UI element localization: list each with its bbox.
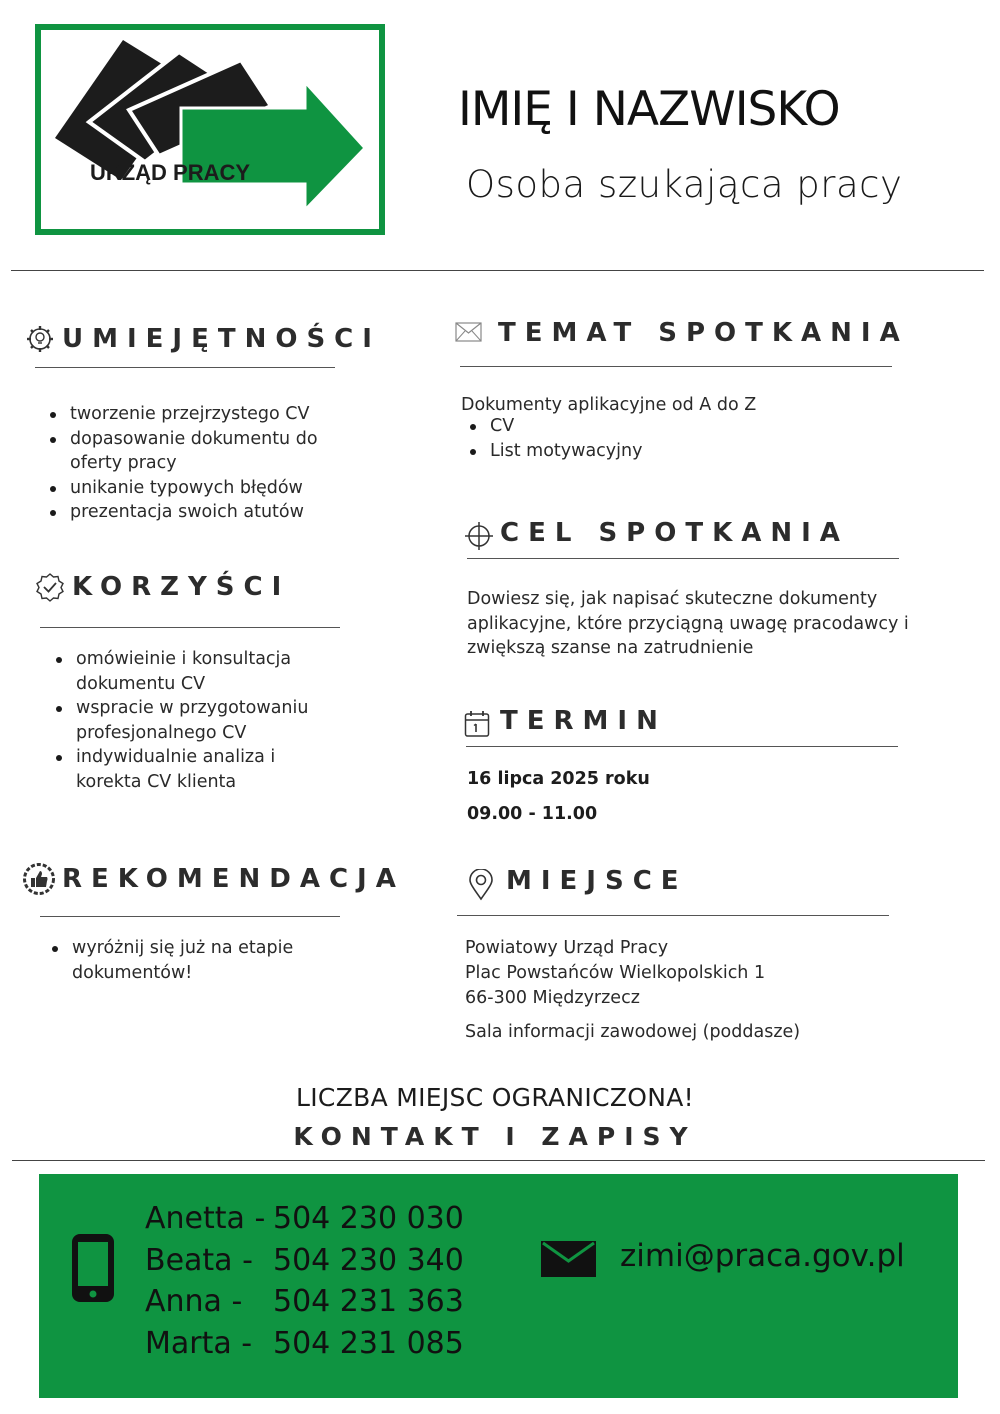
- list-item: unikanie typowych błędów: [46, 476, 366, 501]
- place-line3: 66-300 Międzyrzecz: [465, 988, 640, 1008]
- crosshair-icon: [464, 521, 494, 551]
- list-item: tworzenie przejrzystego CV: [46, 402, 366, 427]
- benefits-list: [52, 647, 342, 794]
- contact-row: [145, 1240, 464, 1282]
- envelope-icon: [455, 322, 482, 342]
- topic-intro: Dokumenty aplikacyjne od A do Z: [461, 395, 757, 415]
- recommendation-list: [48, 936, 338, 985]
- topic-divider: [460, 366, 892, 367]
- contact-phone[interactable]: 504 230 340: [273, 1242, 464, 1278]
- goal-text: Dowiesz się, jak napisać skuteczne dokumenty aplikacyjne, które przyciągną uwagę pracodawcy i zwiększą szanse na zatrudnienie: [467, 589, 909, 658]
- list-item: indywidualnie analiza i korekta CV klienta: [52, 745, 342, 794]
- limited-seats-notice: LICZBA MIEJSC OGRANICZONA!: [296, 1083, 694, 1112]
- list-item: wspracie w przygotowaniu profesjonalnego CV: [52, 696, 342, 745]
- skills-list: [46, 402, 366, 525]
- list-item: List motywacyjny: [466, 439, 766, 464]
- person-name: IMIĘ I NAZWISKO: [458, 82, 840, 137]
- footer-divider: [12, 1160, 985, 1161]
- list-item: wyróżnij się już na etapie dokumentów!: [48, 936, 338, 985]
- recommendation-divider: [40, 916, 340, 917]
- goal-divider: [467, 558, 899, 559]
- date-divider: [466, 746, 898, 747]
- meeting-date: 16 lipca 2025 roku: [467, 769, 650, 789]
- date-heading: TERMIN: [500, 706, 667, 736]
- benefits-divider: [40, 627, 340, 628]
- contact-name: Marta -: [145, 1325, 253, 1361]
- contact-row: [145, 1323, 464, 1365]
- contact-name: Anetta -: [145, 1201, 266, 1236]
- skills-divider: [35, 367, 335, 368]
- contact-row: [145, 1198, 464, 1240]
- list-item: omówieinie i konsultacja dokumentu CV: [52, 647, 342, 696]
- benefits-heading: KORZYŚCI: [72, 572, 291, 602]
- contact-row: [145, 1281, 464, 1323]
- header-divider: [11, 270, 984, 271]
- gear-lightbulb-icon: [25, 324, 55, 354]
- verified-badge-icon: [35, 572, 65, 602]
- person-subtitle: Osoba szukająca pracy: [466, 163, 903, 206]
- logo-graphic: [41, 30, 379, 229]
- phone-list: [145, 1198, 464, 1364]
- topic-heading: TEMAT SPOTKANIA: [498, 318, 909, 348]
- contact-heading: KONTAKT I ZAPISY: [293, 1122, 697, 1151]
- contact-name: Beata -: [145, 1242, 253, 1278]
- list-item: prezentacja swoich atutów: [46, 500, 366, 525]
- topic-list: [466, 414, 766, 463]
- goal-heading: CEL SPOTKANIA: [500, 518, 849, 548]
- thumbs-up-badge-icon: [22, 862, 56, 896]
- contact-email[interactable]: zimi@praca.gov.pl: [620, 1238, 905, 1274]
- contact-name: Anna -: [145, 1284, 243, 1319]
- skills-heading: UMIEJĘTNOŚCI: [62, 324, 381, 354]
- logo-text: URZĄD PRACY: [89, 160, 251, 185]
- smartphone-icon: [70, 1232, 116, 1304]
- contact-phone[interactable]: 504 231 085: [273, 1325, 464, 1361]
- place-line1: Powiatowy Urząd Pracy: [465, 938, 669, 958]
- place-line2: Plac Powstańców Wielkopolskich 1: [465, 963, 766, 983]
- contact-phone[interactable]: 504 230 030: [273, 1201, 464, 1236]
- location-pin-icon: [468, 869, 494, 901]
- place-divider: [457, 915, 889, 916]
- recommendation-heading: REKOMENDACJA: [62, 864, 405, 894]
- contact-phone[interactable]: 504 231 363: [273, 1284, 464, 1319]
- place-heading: MIEJSCE: [506, 866, 688, 896]
- meeting-time: 09.00 - 11.00: [467, 804, 598, 824]
- list-item: dopasowanie dokumentu do oferty pracy: [46, 427, 366, 476]
- place-room: Sala informacji zawodowej (poddasze): [465, 1022, 801, 1042]
- calendar-icon: [464, 710, 490, 738]
- email-envelope-icon: [541, 1241, 596, 1277]
- list-item: CV: [466, 414, 766, 439]
